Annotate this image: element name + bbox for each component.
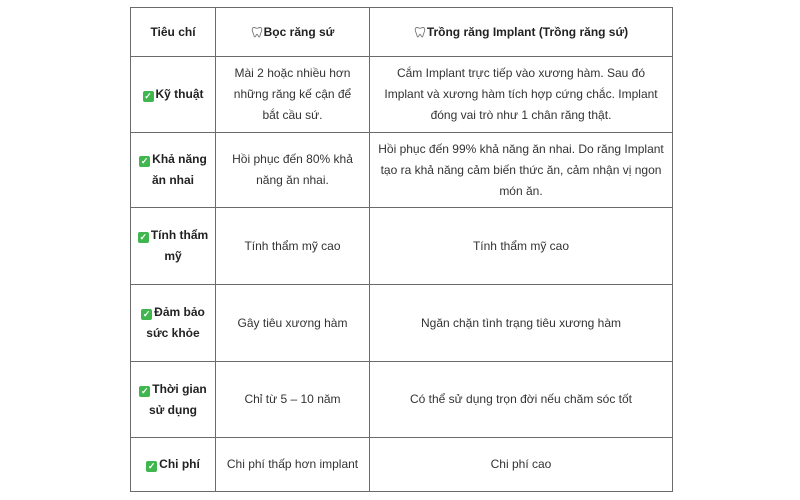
header-porcelain: [216, 8, 370, 57]
comparison-table: [130, 7, 673, 492]
check-icon: ✓: [142, 309, 151, 319]
criterion-label: Khả năng ăn nhai: [151, 152, 207, 187]
porcelain-cell: Tính thẩm mỹ cao: [216, 208, 370, 285]
porcelain-cell: Mài 2 hoặc nhiều hơn những răng kế cận để bắt cầu sứ.: [216, 57, 370, 133]
table-row: [131, 438, 673, 492]
check-icon: ✓: [139, 232, 148, 242]
criterion-cell: [131, 438, 216, 492]
criterion-label: Kỹ thuật: [155, 87, 204, 101]
header-porcelain-label: Bọc răng sứ: [263, 24, 335, 39]
tooth-icon: [251, 26, 263, 38]
implant-cell: Có thể sử dụng trọn đời nếu chăm sóc tốt: [370, 362, 673, 438]
criterion-cell: [131, 57, 216, 133]
implant-cell: Hồi phục đến 99% khả năng ăn nhai. Do răng Implant tạo ra khả năng cảm biến thức ăn, cảm nhận vị ngon món ăn.: [370, 133, 673, 208]
porcelain-cell: Chi phí thấp hơn implant: [216, 438, 370, 492]
header-implant-label: Trồng răng Implant (Trồng răng sứ): [426, 24, 629, 39]
porcelain-cell: Gây tiêu xương hàm: [216, 285, 370, 362]
table-row: [131, 208, 673, 285]
check-icon: ✓: [147, 461, 156, 471]
table-row: [131, 362, 673, 438]
header-implant: [370, 8, 673, 57]
criterion-label: Tính thẩm mỹ: [150, 228, 209, 263]
header-row: [131, 8, 673, 57]
table-row: [131, 285, 673, 362]
implant-cell: Chi phí cao: [370, 438, 673, 492]
porcelain-cell: Chỉ từ 5 – 10 năm: [216, 362, 370, 438]
check-icon: ✓: [144, 91, 152, 101]
criterion-cell: [131, 133, 216, 208]
header-criteria: Tiêu chí: [131, 8, 216, 57]
comparison-table-wrapper: [130, 7, 672, 492]
check-icon: ✓: [140, 385, 149, 396]
porcelain-cell: Hồi phục đến 80% khả năng ăn nhai.: [216, 133, 370, 208]
check-icon: ✓: [140, 156, 149, 166]
implant-cell: Cắm Implant trực tiếp vào xương hàm. Sau đó Implant và xương hàm tích hợp cứng chắc. Implant đóng vai trò như 1 chân răng thật.: [370, 57, 673, 133]
implant-cell: Tính thẩm mỹ cao: [370, 208, 673, 285]
criterion-label: Thời gian sử dụng: [148, 381, 207, 417]
table-row: [131, 133, 673, 208]
tooth-icon: [414, 26, 426, 38]
criterion-label: Chi phí: [159, 457, 200, 471]
table-row: [131, 57, 673, 133]
implant-cell: Ngăn chặn tình trạng tiêu xương hàm: [370, 285, 673, 362]
criterion-cell: [131, 362, 216, 438]
criterion-cell: [131, 285, 216, 362]
criterion-cell: [131, 208, 216, 285]
criterion-label: Đảm bảo sức khỏe: [146, 305, 205, 340]
